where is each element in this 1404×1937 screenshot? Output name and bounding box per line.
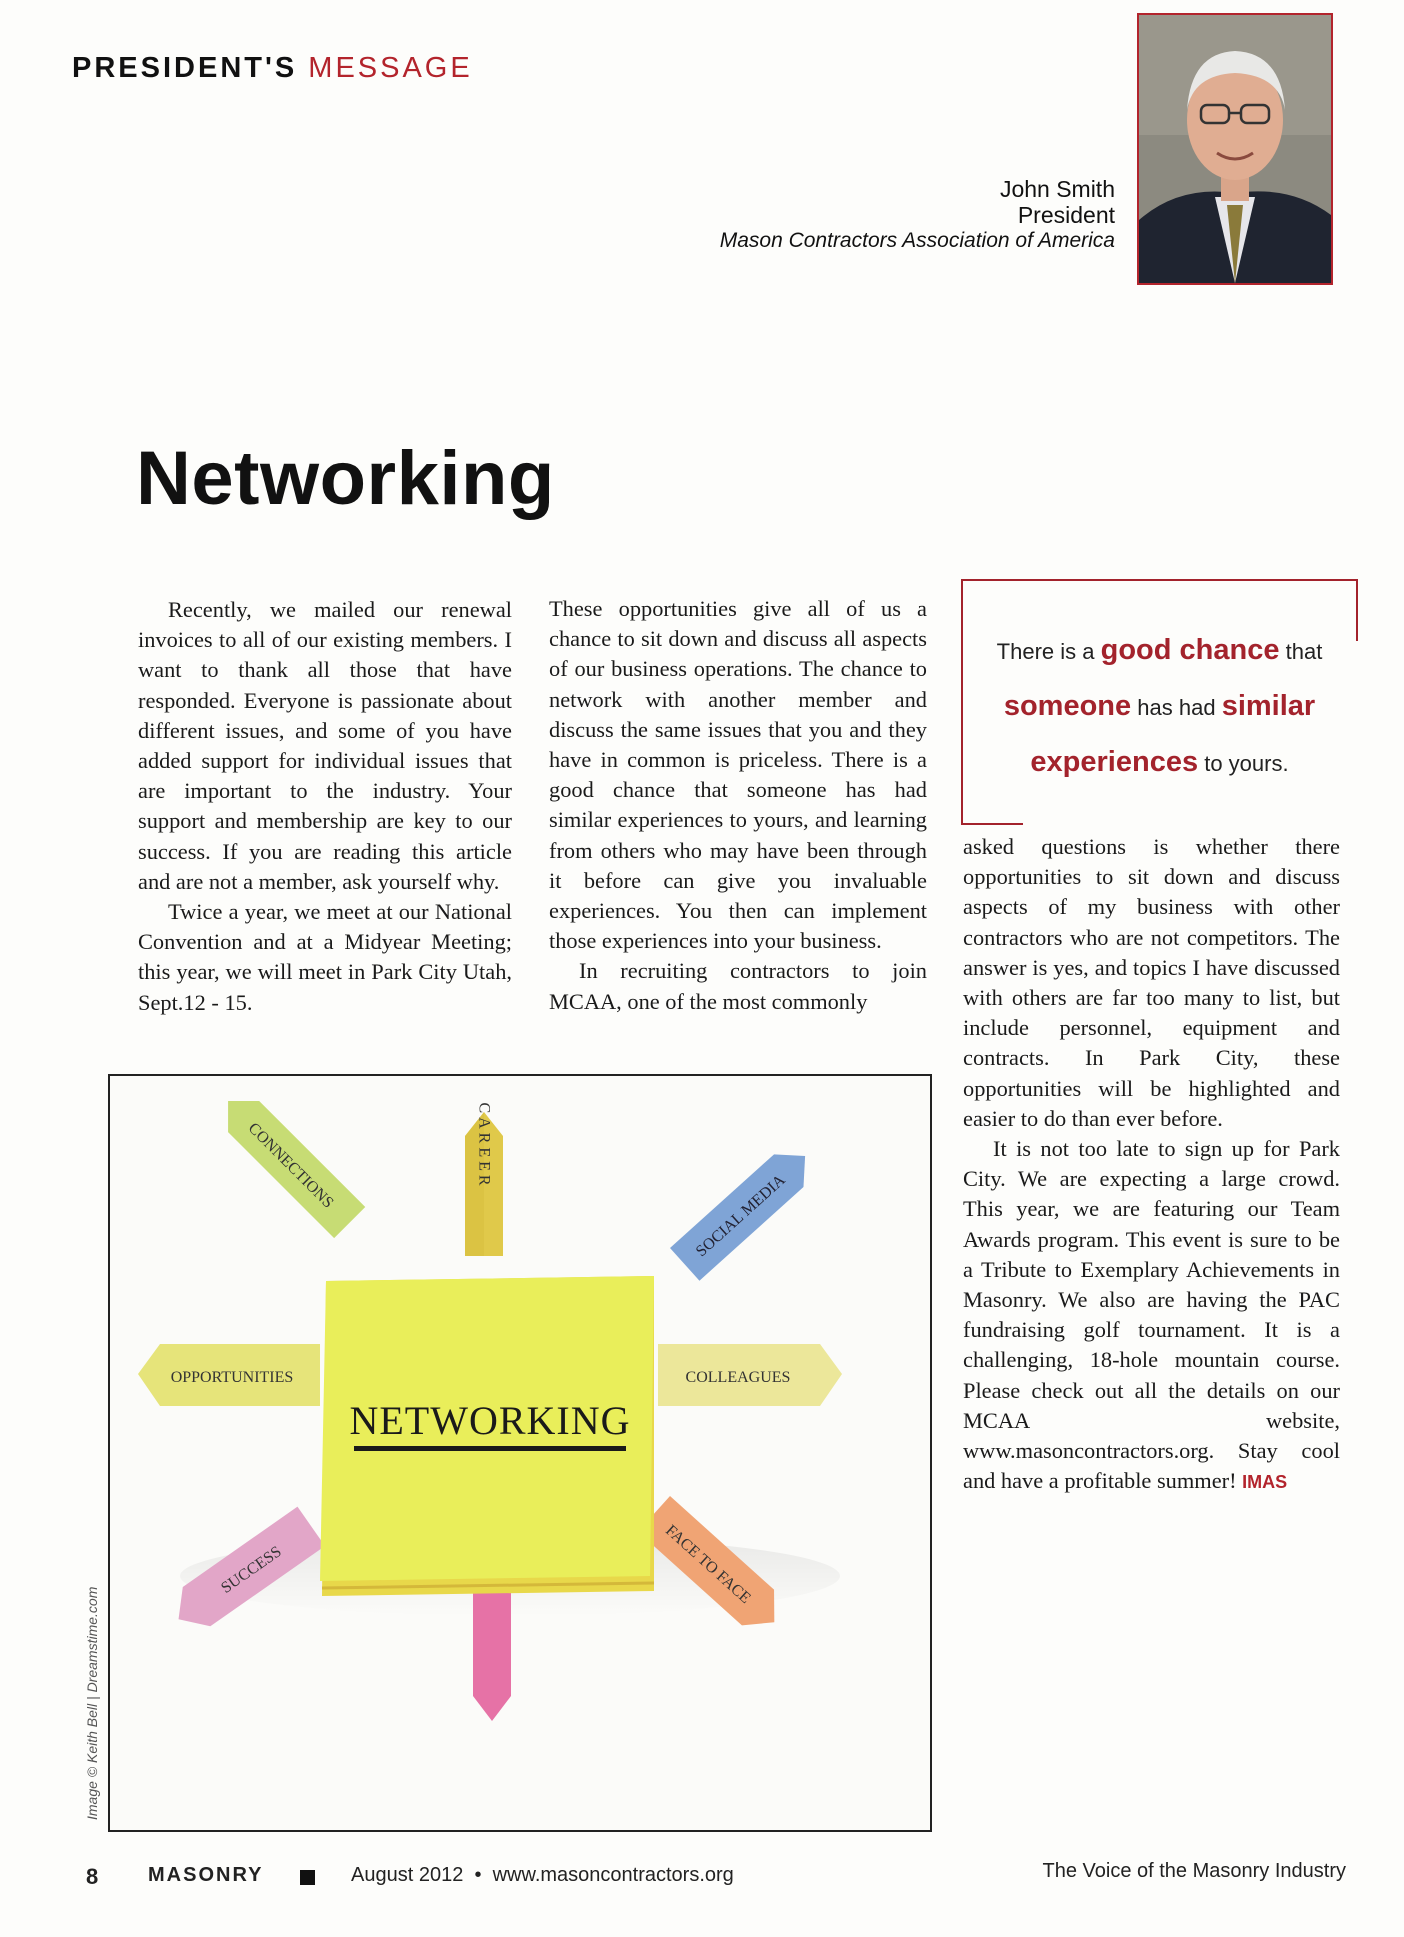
paragraph: These opportunities give all of us a chance to sit down and discuss all aspects of our business operations. The chance to network with another member and discuss the same issues that you and they have in common is priceless. There is a good chance that someone has had similar experiences to yours, and learning from others who may have been through it before can give you invaluable experiences. You then can implement those experiences into your business. xyxy=(549,596,927,954)
author-photo xyxy=(1137,13,1333,285)
svg-text:CAREER: CAREER xyxy=(475,1102,493,1190)
article-column-2 xyxy=(549,594,927,1017)
svg-text:COLLEAGUES: COLLEAGUES xyxy=(685,1369,791,1386)
website-link[interactable]: www.masoncontractors.org xyxy=(492,1864,734,1886)
sticky-arrow-opportunities xyxy=(138,1344,320,1406)
section-label-message: MESSAGE xyxy=(308,52,473,84)
networking-illustration xyxy=(108,1074,932,1832)
end-mark: IMAS xyxy=(1242,1472,1288,1493)
issue-date: August 2012 xyxy=(351,1864,464,1886)
article-column-3 xyxy=(963,832,1340,1497)
svg-text:NETWORKING: NETWORKING xyxy=(349,1398,631,1443)
pull-quote-text: There is a good chance that someone has had similar experiences to yours. xyxy=(996,634,1323,778)
paragraph: It is not too late to sign up for Park City. We are expecting a large crowd. This year, we are featuring our Team Awards program. This event is sure to be a Tribute to Exemplary Achievements in Masonry. We also are having the PAC fundraising golf tournament. It is a challenging, 18-hole mountain course. Please check out all the details on our MCAA website, www.masoncontractors.org. Stay cool and have a profitable summer! IMAS xyxy=(963,1136,1340,1494)
central-sticky-note xyxy=(320,1276,654,1596)
footer-bullet: • xyxy=(474,1864,482,1886)
footer-square-bullet xyxy=(300,1870,315,1885)
author-name: John Smith xyxy=(999,176,1115,202)
section-label-president: PRESIDENT'S xyxy=(72,52,298,84)
svg-text:CONNECTIONS: CONNECTIONS xyxy=(244,1119,337,1212)
issue-info xyxy=(351,1864,734,1887)
sticky-arrow-colleagues xyxy=(658,1344,842,1406)
magazine-name: MASONRY xyxy=(148,1864,264,1886)
author-byline xyxy=(720,176,1115,254)
paragraph: asked questions is whether there opportunities to sit down and discuss aspects of my business with other contractors who are not competitors. The answer is yes, and topics I have discussed with others are far too many to list, but include personnel, equipment and contracts. In Park City, these opportunities will be highlighted and easier to do than ever before. xyxy=(963,834,1340,1131)
paragraph: Recently, we mailed our renewal invoices to all of our existing members. I want to thank all those that have responded. Everyone is passionate about different issues, and some of you have added support for individual issues that are important to the industry. Your support and membership are key to our success. If you are reading this article and are not a member, ask yourself why. xyxy=(138,597,512,894)
svg-text:OPPORTUNITIES: OPPORTUNITIES xyxy=(170,1369,294,1386)
article-title: Networking xyxy=(136,436,555,521)
svg-text:SUCCESS: SUCCESS xyxy=(218,1543,285,1597)
paragraph: In recruiting contractors to join MCAA, one of the most commonly xyxy=(549,958,927,1014)
author-organization: Mason Contractors Association of America xyxy=(719,229,1115,252)
author-title: President xyxy=(1017,202,1115,228)
paragraph: Twice a year, we meet at our National Convention and at a Midyear Meeting; this year, we will meet in Park City Utah, Sept.12 - 15. xyxy=(138,899,512,1015)
pull-quote xyxy=(961,579,1358,825)
magazine-tagline: The Voice of the Masonry Industry xyxy=(1042,1860,1346,1882)
article-column-1 xyxy=(138,595,512,1018)
section-label xyxy=(72,52,473,85)
page-number: 8 xyxy=(86,1864,99,1889)
svg-text:FACE TO FACE: FACE TO FACE xyxy=(662,1521,754,1607)
image-credit: Image © Keith Bell | Dreamstime.com xyxy=(84,1586,100,1820)
svg-text:SOCIAL MEDIA: SOCIAL MEDIA xyxy=(692,1171,789,1261)
